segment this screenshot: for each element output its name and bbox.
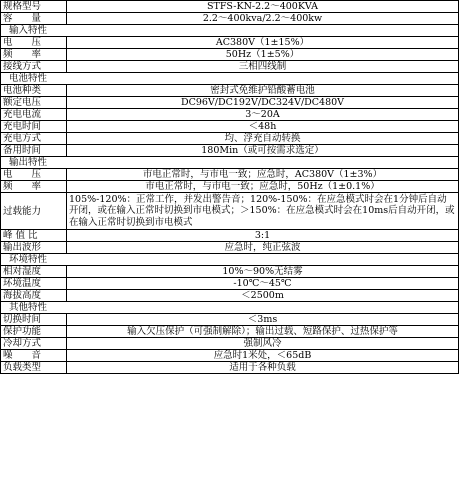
spec-value: 50Hz（1±5%） (67, 49, 459, 61)
spec-row (1, 13, 459, 25)
spec-value: 均、浮充自动转换 (67, 133, 459, 145)
spec-label: 输出波形 (1, 242, 67, 254)
spec-label: 环境温度 (1, 278, 67, 290)
spec-row (1, 1, 459, 13)
section-header-row (1, 157, 459, 169)
spec-label: 电 压 (1, 37, 67, 49)
spec-value: 应急时，纯正弦波 (67, 242, 459, 254)
spec-value: 市电正常时，与市电一致；应急时，50Hz（1±0.1%） (67, 181, 459, 193)
section-header-row (1, 73, 459, 85)
spec-label: 噪 音 (1, 350, 67, 362)
spec-value: 10%～90%无结雾 (67, 266, 459, 278)
section-header-row (1, 302, 459, 314)
spec-value: 三相四线制 (67, 61, 459, 73)
spec-row (1, 326, 459, 338)
spec-table-body (1, 1, 459, 374)
spec-value: 输入欠压保护（可强制解除）；输出过载、短路保护、过热保护等 (67, 326, 459, 338)
spec-row (1, 181, 459, 193)
spec-value: -10℃～45℃ (67, 278, 459, 290)
spec-row (1, 85, 459, 97)
spec-row (1, 362, 459, 374)
spec-label: 电池种类 (1, 85, 67, 97)
spec-label: 相对湿度 (1, 266, 67, 278)
spec-value: 适用于各种负载 (67, 362, 459, 374)
spec-value: 强制风冷 (67, 338, 459, 350)
spec-label: 峰 值 比 (1, 230, 67, 242)
spec-label: 规格型号 (1, 1, 67, 13)
spec-row (1, 145, 459, 157)
spec-label: 过载能力 (1, 193, 67, 230)
spec-value: 密封式免维护铅酸蓄电池 (67, 85, 459, 97)
spec-label: 电 压 (1, 169, 67, 181)
spec-row (1, 121, 459, 133)
spec-value: 105%-120%：正常工作，并发出警告音；120%-150%：在应急模式时会在1分钟后自动开闭，或在输入正常时切换到市电模式；＞150%：在应急模式时会在10ms后自动开闭，或在输入正常时切换到市电模式 (67, 193, 459, 230)
spec-value: STFS-KN-2.2～400KVA (67, 1, 459, 13)
spec-row (1, 266, 459, 278)
spec-value: DC96V/DC192V/DC324V/DC480V (67, 97, 459, 109)
section-header-row (1, 254, 459, 266)
section-title: 输出特性 (1, 157, 459, 169)
spec-label: 负载类型 (1, 362, 67, 374)
spec-row (1, 338, 459, 350)
spec-label: 冷却方式 (1, 338, 67, 350)
spec-value: ＜3ms (67, 314, 459, 326)
spec-row (1, 242, 459, 254)
spec-label: 接线方式 (1, 61, 67, 73)
spec-label: 频 率 (1, 49, 67, 61)
spec-row (1, 37, 459, 49)
spec-label: 海拔高度 (1, 290, 67, 302)
spec-label: 容 量 (1, 13, 67, 25)
spec-label: 保护功能 (1, 326, 67, 338)
spec-label: 充电电流 (1, 109, 67, 121)
spec-label: 充电时间 (1, 121, 67, 133)
spec-row (1, 350, 459, 362)
section-title: 环境特性 (1, 254, 459, 266)
section-header-row (1, 25, 459, 37)
spec-label: 额定电压 (1, 97, 67, 109)
spec-row (1, 49, 459, 61)
section-title: 电池特性 (1, 73, 459, 85)
spec-row (1, 314, 459, 326)
spec-label: 切换时间 (1, 314, 67, 326)
spec-value: 3:1 (67, 230, 459, 242)
spec-value: AC380V（1±15%） (67, 37, 459, 49)
spec-value: ＜2500m (67, 290, 459, 302)
spec-value: 180Min（或可按需求选定） (67, 145, 459, 157)
spec-label: 频 率 (1, 181, 67, 193)
spec-row (1, 230, 459, 242)
spec-value: ＜48h (67, 121, 459, 133)
spec-value: 3～20A (67, 109, 459, 121)
spec-row (1, 290, 459, 302)
spec-row (1, 61, 459, 73)
spec-row (1, 169, 459, 181)
section-title: 其他特性 (1, 302, 459, 314)
spec-row (1, 278, 459, 290)
spec-value: 应急时1米处，＜65dB (67, 350, 459, 362)
spec-value: 2.2～400kva/2.2～400kw (67, 13, 459, 25)
spec-label: 备用时间 (1, 145, 67, 157)
spec-value: 市电正常时，与市电一致；应急时，AC380V（1±3%） (67, 169, 459, 181)
spec-label: 充电方式 (1, 133, 67, 145)
spec-row (1, 97, 459, 109)
spec-row (1, 109, 459, 121)
section-title: 输入特性 (1, 25, 459, 37)
spec-row (1, 133, 459, 145)
spec-row (1, 193, 459, 230)
